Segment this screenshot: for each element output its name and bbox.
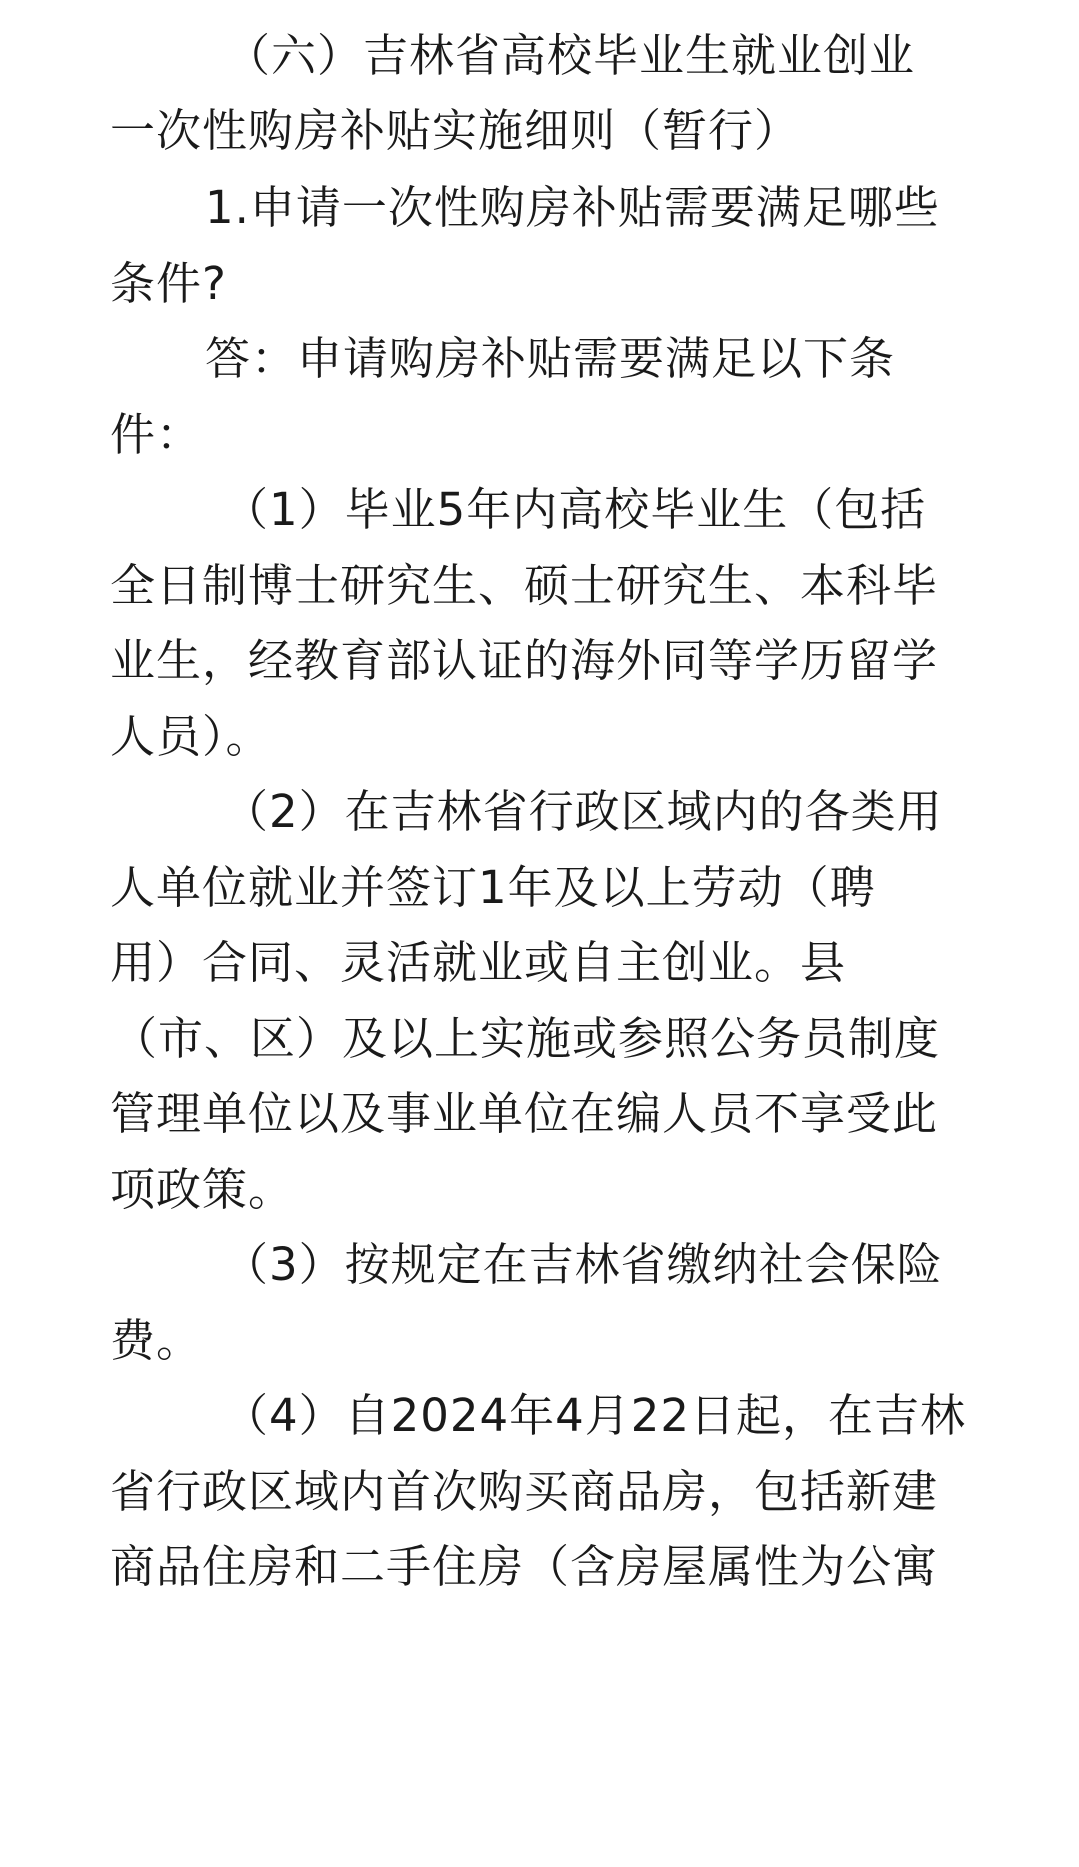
condition-1-line-1: （1）毕业5年内高校毕业生（包括 xyxy=(223,483,927,536)
answer-line-2: 件： xyxy=(110,408,203,461)
condition-3-line-1: （3）按规定在吉林省缴纳社会保险 xyxy=(223,1238,943,1291)
condition-4-line-3: 商品住房和二手住房（含房屋属性为公寓 xyxy=(110,1540,939,1593)
condition-2-line-2: 人单位就业并签订1年及以上劳动（聘 xyxy=(110,861,876,914)
condition-2-line-3: 用）合同、灵活就业或自主创业。县 xyxy=(110,936,847,989)
condition-1-line-3: 业生，经教育部认证的海外同等学历留学 xyxy=(110,634,939,687)
condition-4-line-1: （4）自2024年4月22日起，在吉林 xyxy=(223,1389,967,1442)
condition-2-line-5: 管理单位以及事业单位在编人员不享受此 xyxy=(110,1087,939,1140)
question-line-1: 1.申请一次性购房补贴需要满足哪些 xyxy=(205,181,940,234)
condition-2-line-1: （2）在吉林省行政区域内的各类用 xyxy=(223,785,943,838)
condition-2-line-4: （市、区）及以上实施或参照公务员制度 xyxy=(112,1012,941,1065)
section-title-line-2: 一次性购房补贴实施细则（暂行） xyxy=(110,104,801,157)
condition-4-line-2: 省行政区域内首次购买商品房，包括新建 xyxy=(110,1465,939,1518)
condition-1-line-2: 全日制博士研究生、硕士研究生、本科毕 xyxy=(110,559,939,612)
condition-1-line-4: 人员）。 xyxy=(110,710,272,763)
section-title-line-1: （六）吉林省高校毕业生就业创业 xyxy=(225,29,916,82)
condition-2-line-6: 项政策。 xyxy=(110,1163,295,1216)
condition-3-line-2: 费。 xyxy=(110,1314,203,1367)
answer-line-1: 答：申请购房补贴需要满足以下条 xyxy=(205,332,896,385)
question-line-2: 条件? xyxy=(110,257,227,310)
